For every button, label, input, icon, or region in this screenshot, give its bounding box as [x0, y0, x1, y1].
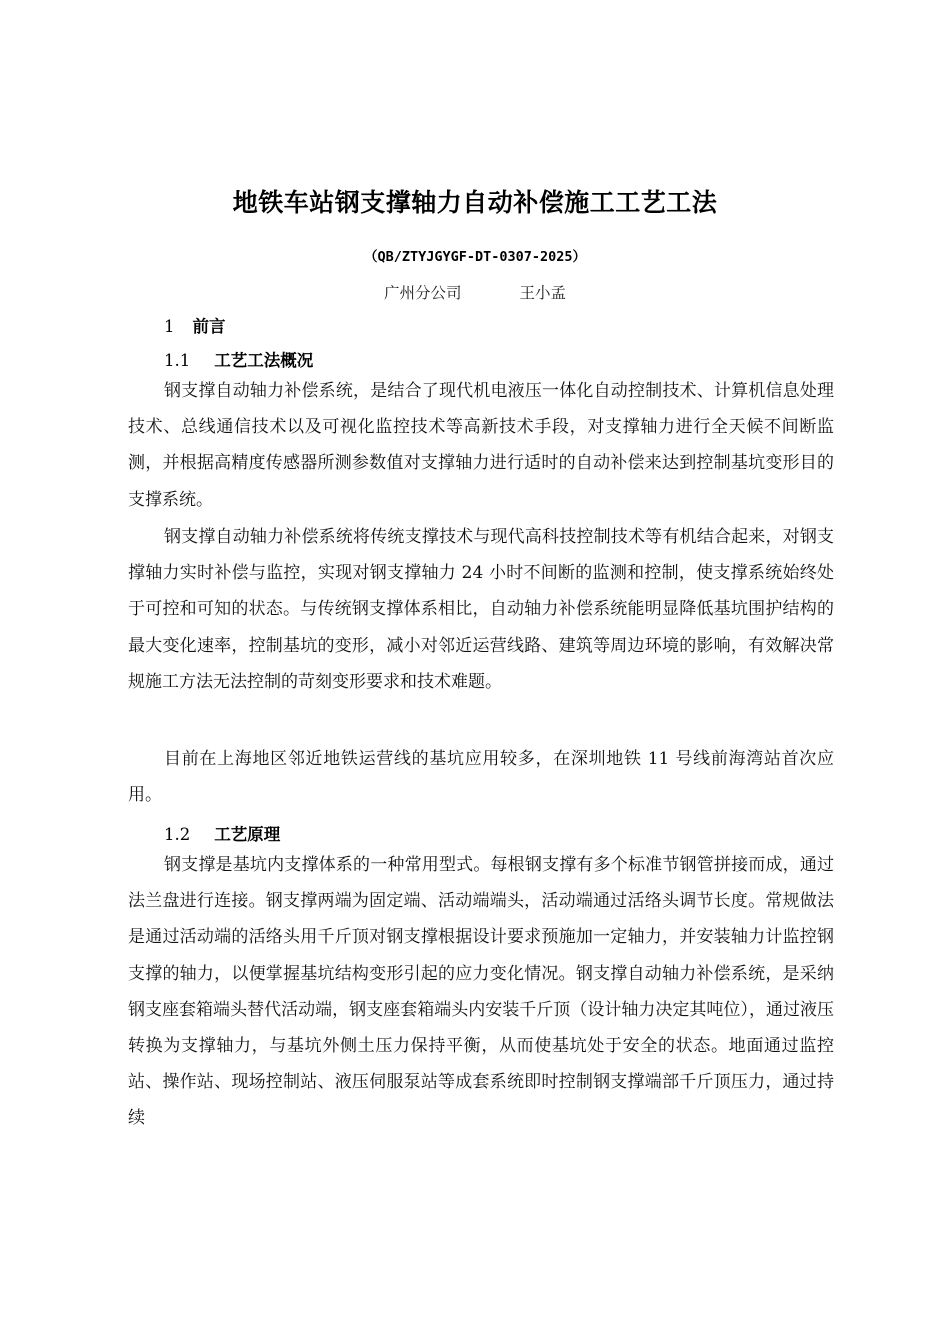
paragraph-application: 目前在上海地区邻近地铁运营线的基坑应用较多，在深圳地铁 11 号线前海湾站首次应用。 — [128, 749, 834, 806]
organization: 广州分公司 — [383, 284, 462, 302]
section-title: 前言 — [192, 317, 226, 336]
section-number: 1.2 — [164, 825, 191, 844]
paragraph-system: 钢支撑自动轴力补偿系统将传统支撑技术与现代高科技控制技术等有机结合起来，对钢支撑轴力实时补偿与监控，实现对钢支撑轴力 24 小时不间断的监测和控制，使支撑系统始终处于可控和可知的状态。与传统钢支撑体系相比，自动轴力补偿系统能明显降低基坑围护结构的最大变化速率，控制基坑的变形，减小对邻近运营线路、建筑等周边环境的影响，有效解决常规施工方法无法控制的苛刻变形要求和技术难题。 — [128, 527, 834, 692]
section-heading-1 — [164, 313, 226, 337]
section-title: 工艺工法概况 — [214, 351, 314, 370]
section-number: 1.1 — [164, 351, 191, 370]
section-heading-1-1 — [164, 347, 313, 371]
paragraph-overview: 钢支撑自动轴力补偿系统，是结合了现代机电液压一体化自动控制技术、计算机信息处理技术、总线通信技术以及可视化监控技术等高新技术手段，对支撑轴力进行全天候不间断监测，并根据高精度传感器所测参数值对支撑轴力进行适时的自动补偿来达到控制基坑变形目的支撑系统。 — [128, 381, 834, 510]
document-title: 地铁车站钢支撑轴力自动补偿施工工艺工法 — [232, 188, 718, 217]
section-number: 1 — [164, 317, 175, 336]
section-heading-1-2 — [164, 821, 280, 845]
section-title: 工艺原理 — [214, 825, 281, 844]
document-code: （QB/ZTYJGYGF-DT-0307-2025） — [363, 249, 587, 265]
author-line — [0, 281, 950, 303]
paragraph-principle: 钢支撑是基坑内支撑体系的一种常用型式。每根钢支撑有多个标准节钢管拼接而成，通过法兰盘进行连接。钢支撑两端为固定端、活动端端头，活动端通过活络头调节长度。常规做法是通过活动端的活络头用千斤顶对钢支撑根据设计要求预施加一定轴力，并安装轴力计监控钢支撑的轴力，以便掌握基坑结构变形引起的应力变化情况。钢支撑自动轴力补偿系统，是采纳钢支座套箱端头替代活动端，钢支座套箱端头内安装千斤顶（设计轴力决定其吨位），通过液压转换为支撑轴力，与基坑外侧土压力保持平衡，从而使基坑处于安全的状态。地面通过监控站、操作站、现场控制站、液压伺服泵站等成套系统即时控制钢支撑端部千斤顶压力，通过持续 — [128, 855, 834, 1129]
author-name: 王小孟 — [519, 284, 567, 302]
